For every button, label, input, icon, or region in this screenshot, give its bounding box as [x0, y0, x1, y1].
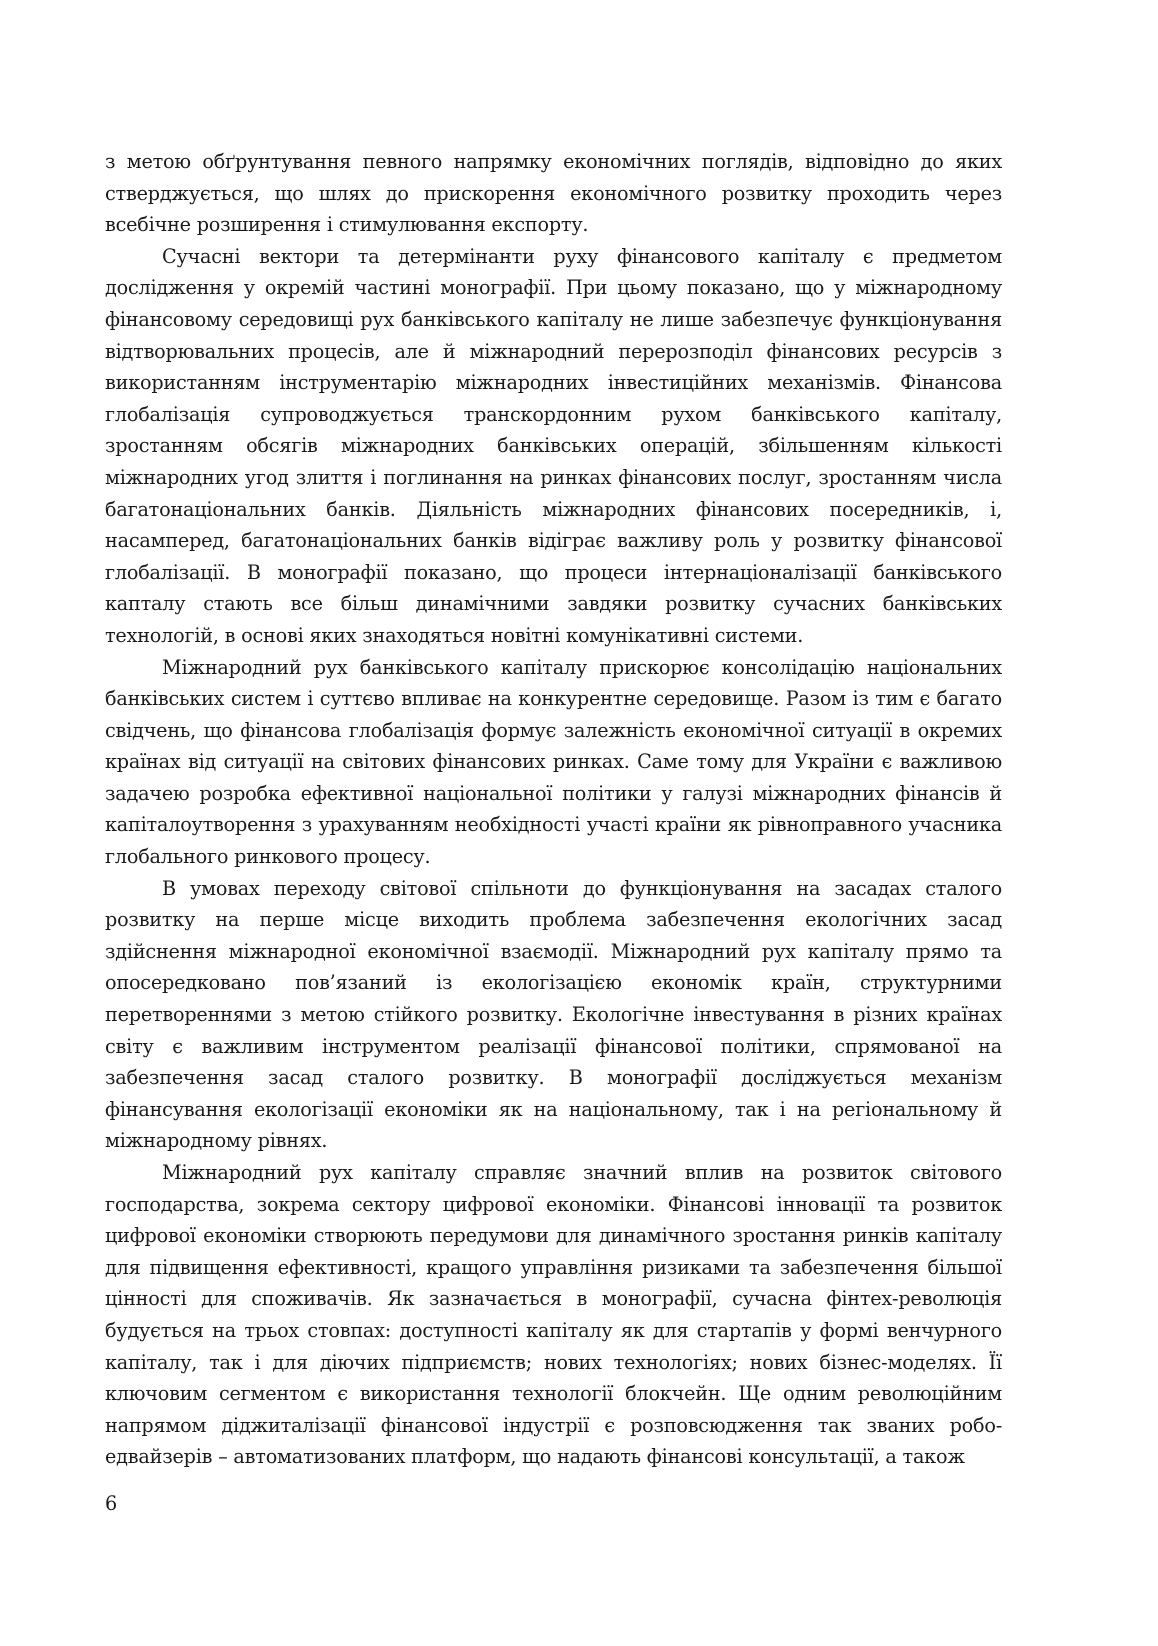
paragraph-digital-economy: Міжнародний рух капіталу справляє значний вплив на розвиток світового господарства, зокрема сектору цифрової економіки. Фінансові інновації та розвиток цифрової економіки створюють передумови для динамічного зростання ринків капіталу для підвищення ефективності, кращого управління ризиками та забезпечення більшої цінності для споживачів. Як зазначається в монографії, сучасна фінтех-революція будується на трьох стовпах: доступності капіталу як для стартапів у формі венчурного капіталу, так і для діючих підприємств; нових технологіях; нових бізнес-моделях. Її ключовим сегментом є використання технології блокчейн. Ще одним революційним напрямом діджиталізації фінансової індустрії є розповсюдження так званих робо-едвайзерів – автоматизованих платформ, що надають фінансові консультації, а також — [105, 1161, 1002, 1469]
paragraph-sustainable-development: В умовах переходу світової спільноти до функціонування на засадах сталого розвитку на перше місце виходить проблема забезпечення екологічних засад здійснення міжнародної економічної взаємодії. Міжнародний рух капіталу прямо та опосередковано пов’язаний із екологізацією економік країн, структурними перетвореннями з метою стійкого розвитку. Екологічне інвестування в різних країнах світу є важливим інструментом реалізації фінансової політики, спрямованої на забезпечення засад сталого розвитку. В монографії досліджується механізм фінансування екологізації економіки як на національному, так і на регіональному й міжнародному рівнях. — [105, 876, 1002, 1153]
paragraph-continuation: з метою обґрунтування певного напрямку економічних поглядів, відповідно до яких стверджується, що шлях до прискорення економічного розвитку проходить через всебічне розширення і стимулювання експорту. — [105, 150, 1002, 237]
paragraph-banking-capital: Міжнародний рух банківського капіталу прискорює консолідацію національних банківських систем і суттєво впливає на конкурентне середовище. Разом із тим є багато свідчень, що фінансова глобалізація формує залежність економічної ситуації в окремих країнах від ситуації на світових фінансових ринках. Саме тому для України є важливою задачею розробка ефективної національної політики у галузі міжнародних фінансів й капіталоутворення з урахуванням необхідності участі країни як рівноправного учасника глобального ринкового процесу. — [105, 655, 1002, 869]
paragraph-financial-capital: Сучасні вектори та детермінанти руху фінансового капіталу є предметом дослідження у окремій частині монографії. При цьому показано, що у міжнародному фінансовому середовищі рух банківського капіталу не лише забезпечує функціонування відтворювальних процесів, але й міжнародний перерозподіл фінансових ресурсів з використанням інструментарію міжнародних інвестиційних механізмів. Фінансова глобалізація супроводжується транскордонним рухом банківського капіталу, зростанням обсягів міжнародних банківських операцій, збільшенням кількості міжнародних угод злиття і поглинання на ринках фінансових послуг, зростанням числа багатонаціональних банків. Діяльність міжнародних фінансових посередників, і, насамперед, багатонаціональних банків відіграє важливу роль у розвитку фінансової глобалізації. В монографії показано, що процеси інтернаціоналізації банківського капталу стають все більш динамічними завдяки розвитку сучасних банківських технологій, в основі яких знаходяться новітні комунікативні системи. — [105, 244, 1002, 647]
page-number: 6 — [105, 1492, 118, 1515]
body-text — [105, 146, 1002, 1473]
